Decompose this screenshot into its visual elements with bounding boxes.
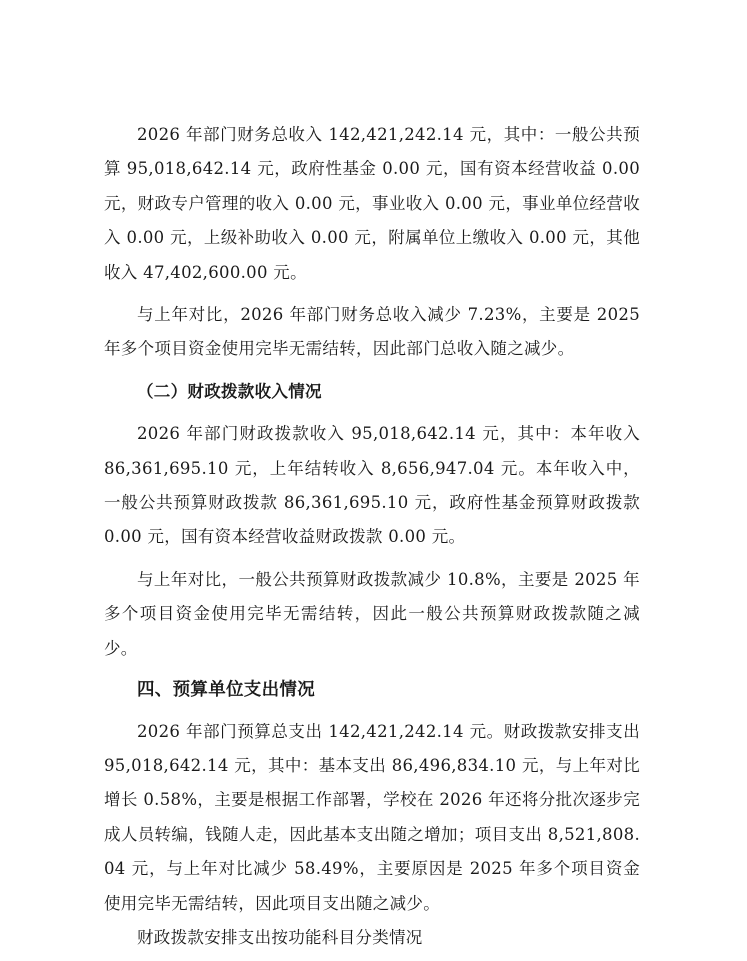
fiscal-comparison-paragraph: 与上年对比，一般公共预算财政拨款减少 10.8%，主要是 2025 年多个项目资金使用完毕无需结转，因此一般公共预算财政拨款随之减少。	[104, 569, 640, 658]
expenditure-paragraph: 2026 年部门预算总支出 142,421,242.14 元。财政拨款安排支出 95,018,642.14 元，其中：基本支出 86,496,834.10 元，与上年对比增长 0.58%，主要是根据工作部署，学校在 2026 年还将分批次逐步完成人员转编，钱随人走，因此基本支出随之增加；项目支出 8,521,808.04 元，与上年对比减少 58.49%，主要原因是 2025 年多个项目资金使用完毕无需结转，因此项目支出随之减少。	[104, 721, 640, 913]
total-income-paragraph: 2026 年部门财务总收入 142,421,242.14 元，其中：一般公共预算 95,018,642.14 元，政府性基金 0.00 元，国有资本经营收益 0.00 元，财政专户管理的收入 0.00 元，事业收入 0.00 元，事业单位经营收入 0.00 元，上级补助收入 0.00 元，附属单位上缴收入 0.00 元，其他收入 47,402,600.00 元。	[104, 125, 640, 282]
document-page	[104, 118, 640, 955]
spacer	[104, 290, 640, 298]
fiscal-appropriation-paragraph: 2026 年部门财政拨款收入 95,018,642.14 元，其中：本年收入 86,361,695.10 元，上年结转收入 8,656,947.04 元。本年收入中，一般公共预算财政拨款 86,361,695.10 元，政府性基金预算财政拨款 0.00 元，国有资本经营收益财政拨款 0.00 元。	[104, 424, 640, 547]
spacer	[104, 555, 640, 563]
spacer	[104, 409, 640, 417]
fiscal-appropriation-heading: （二）财政拨款收入情况	[137, 381, 322, 401]
spacer	[104, 367, 640, 375]
functional-classification-paragraph: 财政拨款安排支出按功能科目分类情况	[137, 927, 423, 947]
section-four-heading: 四、预算单位支出情况	[137, 680, 315, 701]
income-comparison-paragraph: 与上年对比，2026 年部门财务总收入减少 7.23%，主要是 2025 年多个项目资金使用完毕无需结转，因此部门总收入随之减少。	[104, 305, 640, 359]
